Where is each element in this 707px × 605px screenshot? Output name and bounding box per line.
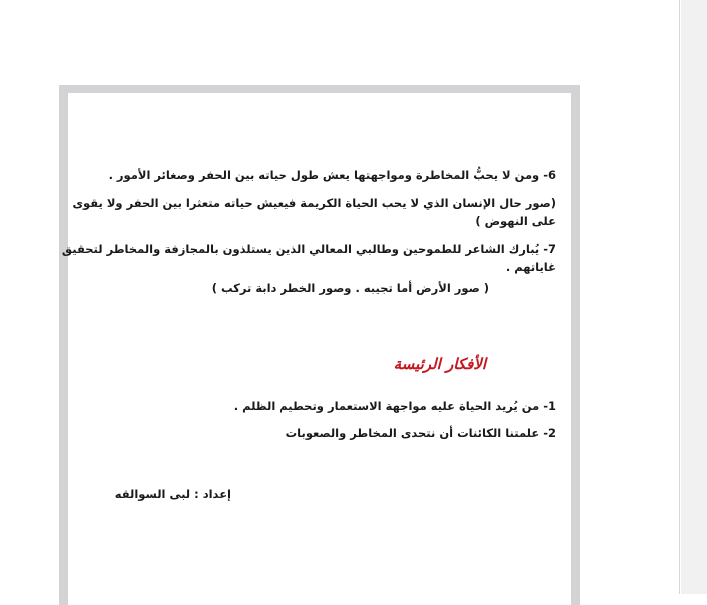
line-6-explanation-cont: على النهوض ) [475, 214, 556, 228]
scroll-gutter [681, 0, 707, 594]
line-7-cont: غاياتهم . [505, 260, 556, 274]
idea-2: 2- علمتنا الكائنات أن نتحدى المخاطر والصعوبات [285, 426, 556, 440]
line-7: 7- يُبارك الشاعر للطموحين وطالبي المعالي الذين يستلذون بالمجازفة والمخاطر لتحقيق [61, 242, 556, 256]
line-6: 6- ومن لا يحبُّ المخاطرة ومواجهتها يعش طول حياته بين الحفر وصغائر الأمور . [108, 168, 556, 182]
idea-1: 1- من يُريد الحياة عليه مواجهة الاستعمار وتحطيم الظلم . [233, 399, 556, 413]
main-ideas-heading: الأفكار الرئيسة [393, 355, 486, 373]
line-6-explanation: (صور حال الإنسان الذي لا يحب الحياة الكريمة فيعيش حياته متعثرا بين الحفر ولا يقوى [72, 196, 556, 210]
author-credit: إعداد : لبى السوالقه [114, 487, 231, 501]
document-frame [59, 85, 580, 605]
line-7-imagery: ( صور الأرض أما تجيبه . وصور الخطر دابة تركب ) [211, 281, 489, 295]
document-page [61, 93, 571, 605]
